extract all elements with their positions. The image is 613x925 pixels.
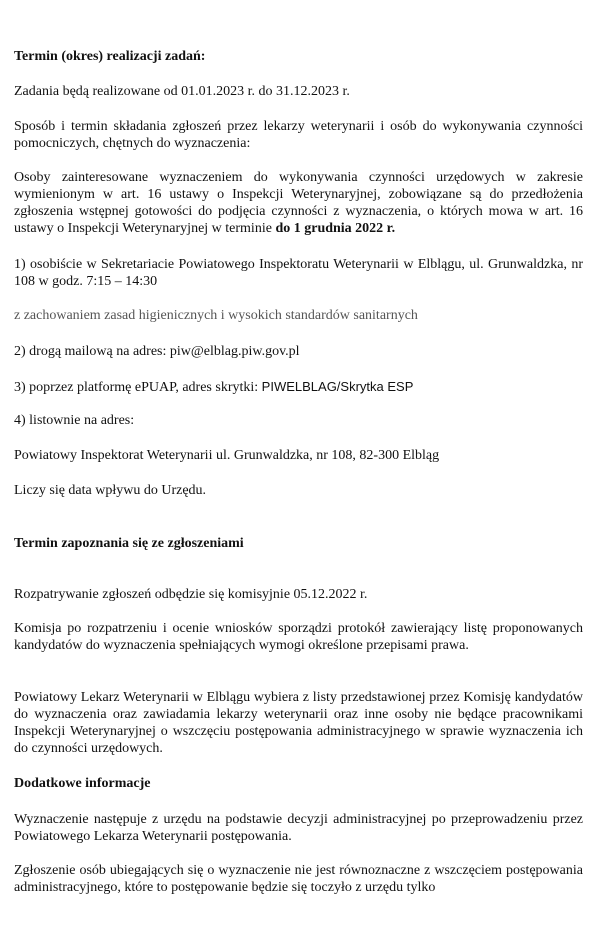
committee-protocol-text: Komisja po rozpatrzeniu i ocenie wniosków sporządzi protokół zawierający listę proponowanych kandydatów do wyznaczenia spełniających wymogi określone przepisami prawa.: [14, 621, 583, 653]
option-mail: 4) listownie na adres:: [14, 413, 135, 428]
additional-info-para2: Zgłoszenie osób ubiegających się o wyznaczenie nie jest równoznaczne z wszczęciem postępowania administracyjnego, które to postępowanie będzie się toczyło z urzędu tylko: [14, 863, 583, 895]
task-period-text: Zadania będą realizowane od 01.01.2023 r. do 31.12.2023 r.: [14, 84, 350, 99]
hygiene-note: z zachowaniem zasad higienicznych i wysokich standardów sanitarnych: [14, 308, 418, 323]
heading-additional-info: Dodatkowe informacje: [14, 776, 151, 791]
epuap-box-address: PIWELBLAG/Skrytka ESP: [261, 379, 414, 394]
postal-address: Powiatowy Inspektorat Weterynarii ul. Grunwaldzka, nr 108, 82-300 Elbląg: [14, 448, 440, 463]
heading-review-date: Termin zapoznania się ze zgłoszeniami: [14, 536, 244, 551]
selection-text: Powiatowy Lekarz Weterynarii w Elblągu wybiera z listy przedstawionej przez Komisję kandydatów do wyznaczenia oraz zawiadamia lekarzy weterynarii oraz inne osoby nie będące pracownikami Inspekcji Weterynaryjnej o wszczęciu postępowania administracyjnego w sprawie wyznaczenia ich do czynności urzędowych.: [14, 690, 583, 756]
heading-task-period: Termin (okres) realizacji zadań:: [14, 49, 206, 64]
additional-info-para1: Wyznaczenie następuje z urzędu na podstawie decyzji administracyjnej po przeprowadzeniu przez Powiatowego Lekarza Weterynarii postępowania.: [14, 812, 583, 844]
option-epuap-label: 3) poprzez platformę ePUAP, adres skrytki:: [14, 380, 259, 395]
receipt-note: Liczy się data wpływu do Urzędu.: [14, 483, 207, 498]
option-email: 2) drogą mailową na adres: piw@elblag.piw.gov.pl: [14, 344, 300, 359]
obligation-text: Osoby zainteresowane wyznaczeniem do wykonywania czynności urzędowych w zakresie wymienionym w art. 16 ustawy o Inspekcji Weterynaryjnej, zobowiązane są do przedłożenia zgłoszenia wstępnej gotowości do podjęcia czynności z wyznaczenia, o których mowa w art. 16 ustawy o Inspekcji Weterynaryjnej w terminie: [14, 170, 583, 236]
deadline-text: do 1 grudnia 2022 r.: [275, 221, 396, 236]
obligation-paragraph: [14, 169, 583, 237]
option-in-person: 1) osobiście w Sekretariacie Powiatowego Inspektoratu Weterynarii w Elblągu, ul. Grunwaldzka, nr 108 w godz. 7:15 – 14:30: [14, 257, 583, 289]
submission-intro: Sposób i termin składania zgłoszeń przez lekarzy weterynarii i osób do wykonywania czynności pomocniczych, chętnych do wyznaczenia:: [14, 119, 583, 151]
option-epuap: [14, 378, 583, 396]
review-date-text: Rozpatrywanie zgłoszeń odbędzie się komisyjnie 05.12.2022 r.: [14, 587, 368, 602]
